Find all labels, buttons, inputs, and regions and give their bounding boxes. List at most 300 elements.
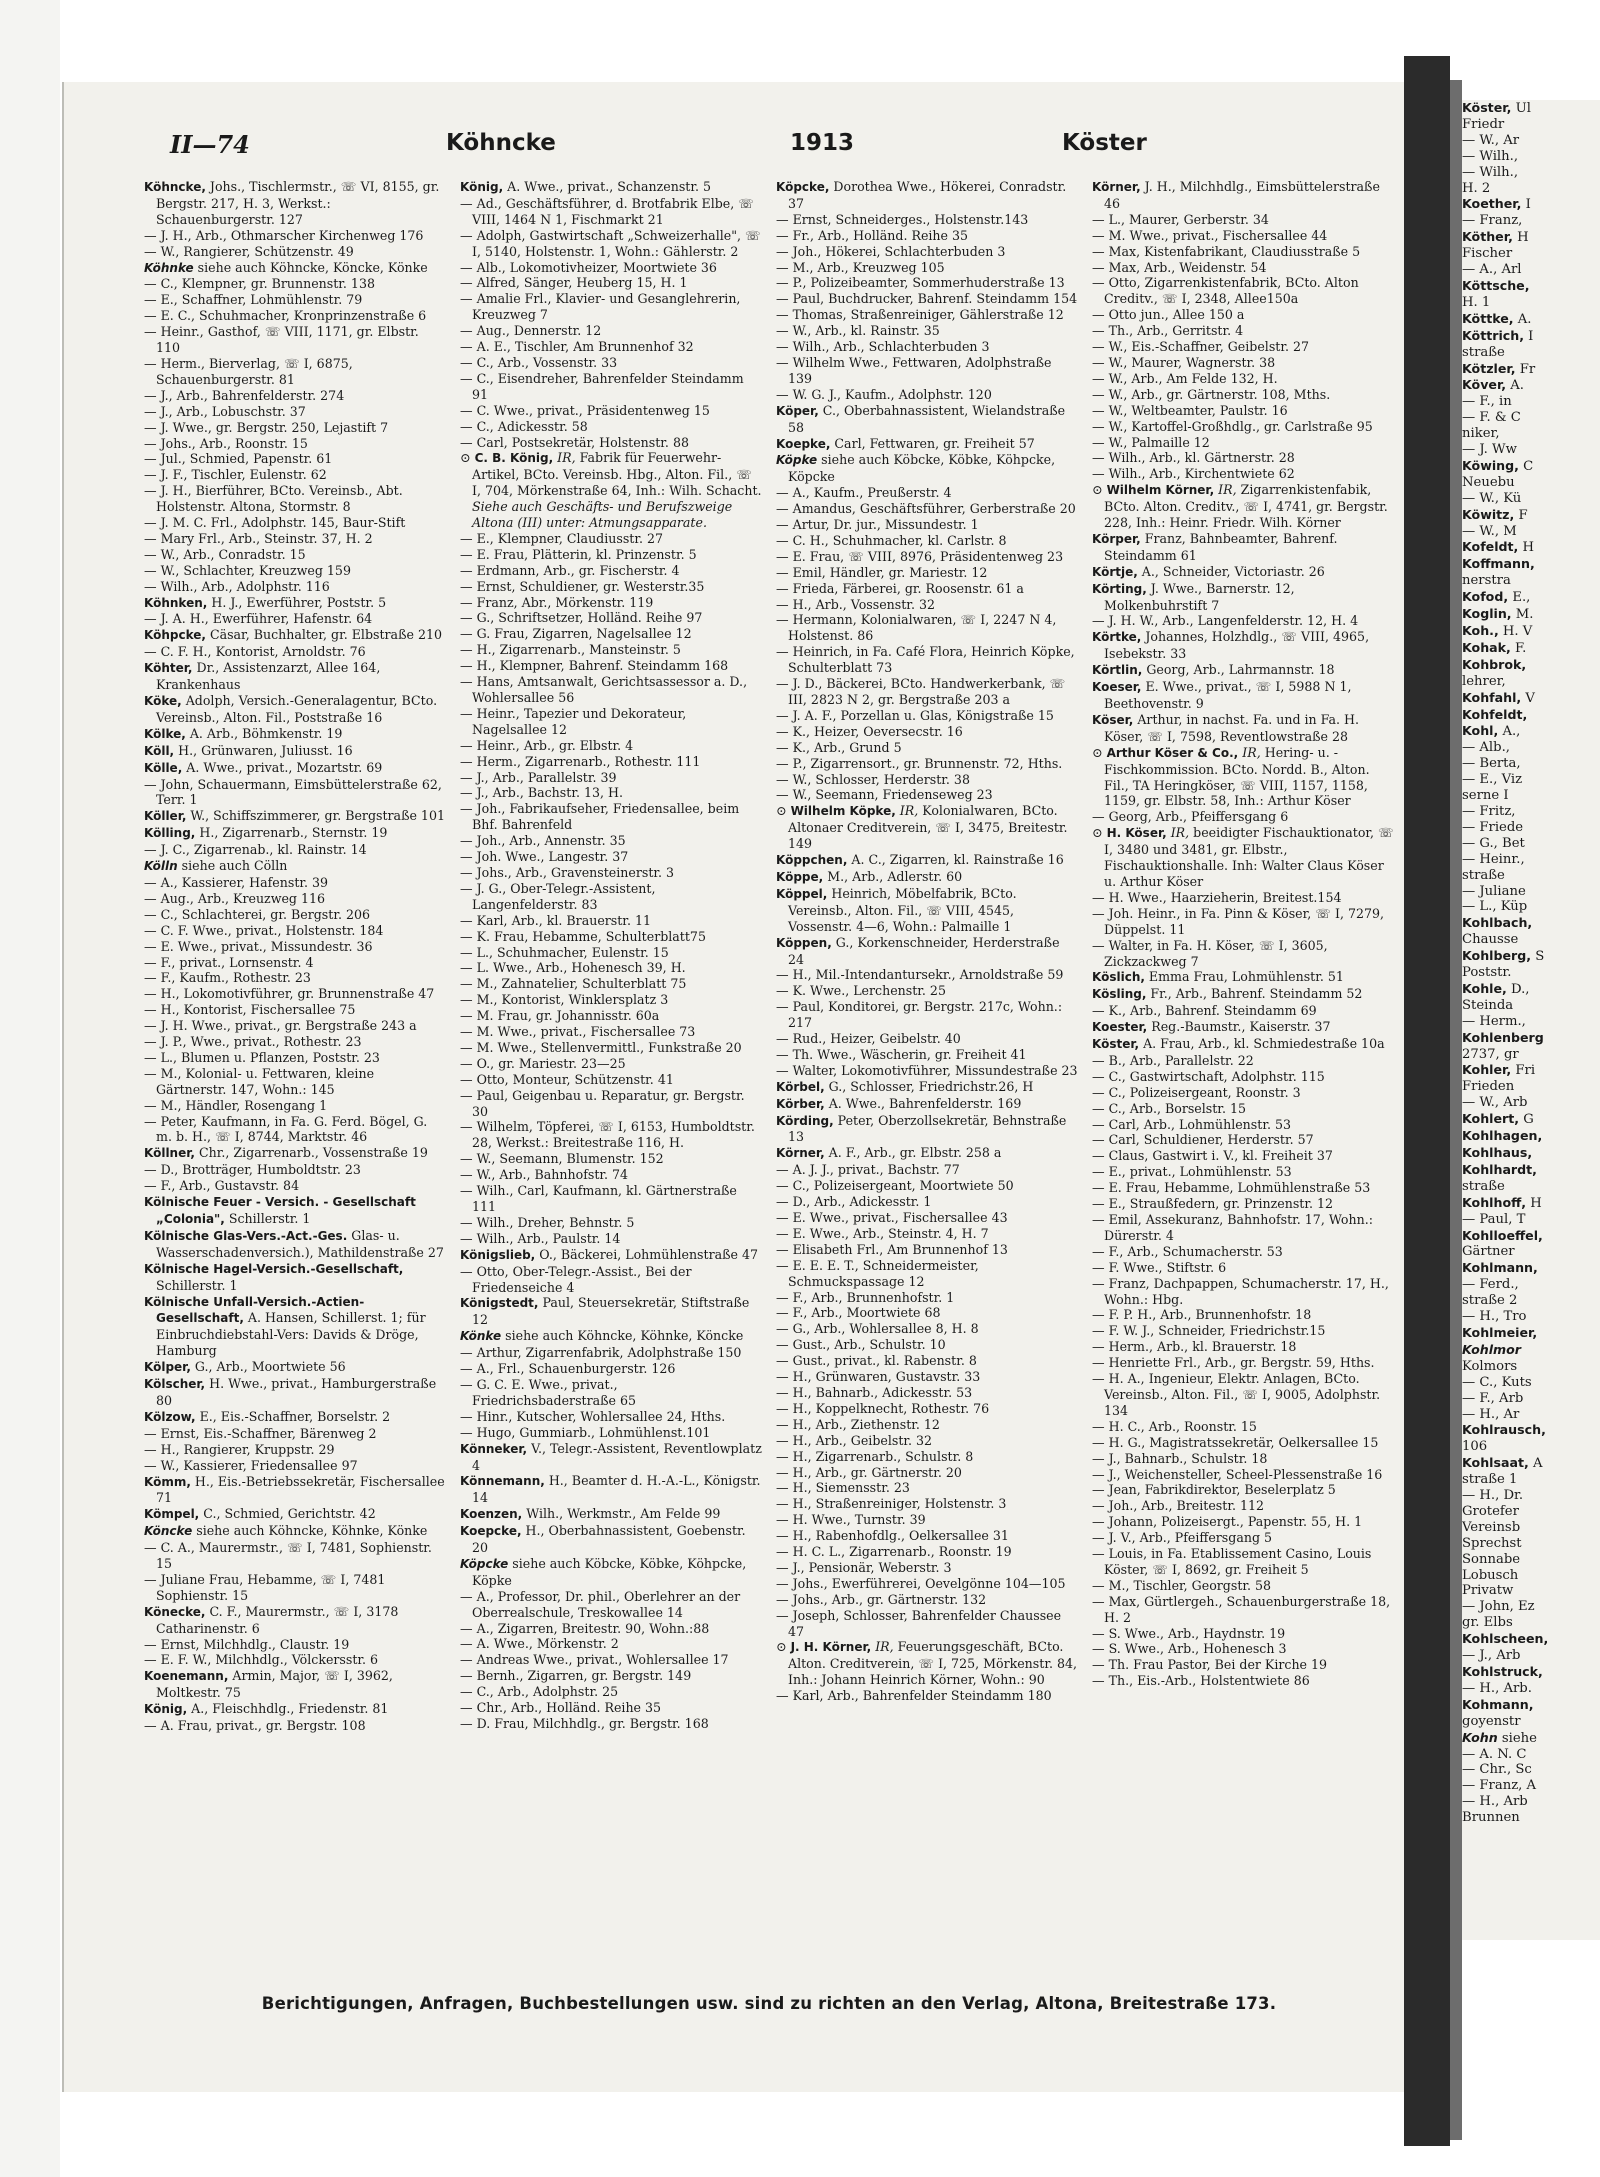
- running-header: [100, 130, 1390, 164]
- adjacent-page-entry: lehrer,: [1462, 673, 1506, 689]
- directory-entry: Körner, J. H., Milchhdlg., Eimsbüttelerstraße 46: [1092, 179, 1380, 211]
- directory-entry: — H., Zigarrenarb., Mansteinstr. 5: [460, 642, 681, 658]
- directory-entry: — Amandus, Geschäftsführer, Gerberstraße 20: [776, 501, 1076, 517]
- directory-entry: — Otto, Monteur, Schützenstr. 41: [460, 1071, 674, 1087]
- directory-entry: Kömm, H., Eis.-Betriebssekretär, Fischersallee 71: [144, 1473, 445, 1506]
- adjacent-page-entry: — Friede: [1462, 819, 1524, 835]
- adjacent-page-entry: — John, Ez: [1462, 1599, 1535, 1615]
- directory-entry: — Carl, Schuldiener, Herderstr. 57: [1092, 1132, 1314, 1148]
- adjacent-page-entry: Kohlhardt,: [1462, 1161, 1537, 1177]
- adjacent-page-entry: — F., Arb: [1462, 1390, 1524, 1406]
- directory-entry: — W., Rangierer, Schützenstr. 49: [144, 243, 354, 259]
- directory-entry: Köppchen, A. C., Zigarren, kl. Rainstraße 16: [776, 852, 1064, 868]
- directory-entry: — M. Frau, gr. Johannisstr. 60a: [460, 1008, 660, 1024]
- directory-entry: — Wilh., Arb., Paulstr. 14: [460, 1230, 621, 1246]
- book-gutter: [1404, 56, 1450, 2146]
- directory-entry: König, A. Wwe., privat., Schanzenstr. 5: [460, 179, 712, 194]
- adjacent-page-entry: — H., Dr.: [1462, 1488, 1524, 1504]
- directory-entry: — A. J. J., privat., Bachstr. 77: [776, 1162, 960, 1178]
- directory-entry: — H. G., Magistratssekretär, Oelkersallee 15: [1092, 1434, 1379, 1450]
- adjacent-page-entry: — H., Tro: [1462, 1309, 1527, 1325]
- adjacent-page-entry: Kohbrok,: [1462, 656, 1527, 672]
- directory-entry: — Heinr., Gasthof, ☏ VIII, 1171, gr. Elbstr. 110: [144, 324, 419, 356]
- directory-entry: — W., Maurer, Wagnerstr. 38: [1092, 354, 1276, 370]
- directory-entry: Kölnische Feuer - Versich. - Gesellschaft „Colonia", Schillerstr. 1: [144, 1195, 416, 1226]
- directory-entry: Körber, A. Wwe., Bahrenfelderstr. 169: [776, 1095, 1022, 1111]
- directory-entry: — J. A. H., Ewerführer, Hafenstr. 64: [144, 611, 373, 627]
- directory-entry: Köller, W., Schiffszimmerer, gr. Bergstraße 101: [144, 808, 445, 824]
- directory-entry: — Otto, Ober-Telegr.-Assist., Bei der Friedenseiche 4: [460, 1263, 692, 1295]
- adjacent-page-entries: [1462, 100, 1600, 1826]
- directory-entry: — H. Wwe., Haarzieherin, Breitest.154: [1092, 889, 1342, 905]
- directory-entry: — Arthur, Zigarrenfabrik, Adolphstraße 150: [460, 1345, 742, 1361]
- directory-entry: Königslieb, O., Bäckerei, Lohmühlenstraße 47: [460, 1246, 758, 1262]
- directory-entry: Kölle, A. Wwe., privat., Mozartstr. 69: [144, 759, 383, 775]
- directory-entry: Kösling, Fr., Arb., Bahrenf. Steindamm 52: [1092, 986, 1363, 1002]
- directory-entry: — Alb., Lokomotivheizer, Moortwiete 36: [460, 259, 717, 275]
- directory-entry: — J. Wwe., gr. Bergstr. 250, Lejastift 7: [144, 419, 389, 435]
- directory-entry: Kölke, A. Arb., Böhmkenstr. 19: [144, 725, 343, 741]
- directory-entry: — Carl, Postsekretär, Holstenstr. 88: [460, 434, 689, 450]
- directory-entry: — A., Zigarren, Breitestr. 90, Wohn.:88: [460, 1620, 710, 1636]
- directory-entry: Körting, J. Wwe., Barnerstr. 12, Molkenbuhrstift 7: [1092, 580, 1295, 613]
- directory-entry: ⊙ J. H. Körner, IR, Feuerungsgeschäft, BCto. Alton. Creditverein, ☏ I, 725, Mörkenstr. 84, Inh.: Johann Heinrich Körner, Wohn.: 90: [776, 1639, 1077, 1688]
- directory-entry: — W., Eis.-Schaffner, Geibelstr. 27: [1092, 339, 1310, 355]
- adjacent-page-entry: — H., Ar: [1462, 1406, 1520, 1422]
- directory-entry: — E., Klempner, Claudiusstr. 27: [460, 530, 664, 546]
- directory-entry: Körtje, A., Schneider, Victoriastr. 26: [1092, 563, 1325, 579]
- adjacent-page-entry: — A., Arl: [1462, 262, 1522, 278]
- directory-entry: Könnemann, H., Beamter d. H.-A.-L., Königstr. 14: [460, 1473, 761, 1506]
- directory-entry: — A., Professor, Dr. phil., Oberlehrer an der Oberrealschule, Treskowallee 14: [460, 1588, 741, 1620]
- directory-entry: — G., Arb., Wohlersallee 8, H. 8: [776, 1321, 979, 1337]
- directory-entry: — Hugo, Gummiarb., Lohmühlenst.101: [460, 1424, 711, 1440]
- adjacent-page-entry: Kohlloeffel,: [1462, 1227, 1543, 1243]
- directory-entry: — Aug., Arb., Kreuzweg 116: [144, 890, 326, 906]
- directory-entry: ⊙ H. Köser, IR, beeidigter Fischauktionator, ☏ I, 3480 und 3481, gr. Elbstr., Fischauktionshalle. Inh: Walter Claus Köser u. Arthur Köser: [1092, 825, 1394, 889]
- directory-entry: — Wilh., Arb., kl. Gärtnerstr. 28: [1092, 450, 1295, 466]
- directory-entry: — H., Koppelknecht, Rothestr. 76: [776, 1400, 990, 1416]
- directory-entry: — E. Wwe., privat., Missundestr. 36: [144, 938, 373, 954]
- adjacent-page-entry: serne I: [1462, 788, 1509, 804]
- directory-entry: — F. Wwe., Stiftstr. 6: [1092, 1259, 1227, 1275]
- directory-entry: — Gust., privat., kl. Rabenstr. 8: [776, 1353, 977, 1369]
- directory-entry: — K., Arb., Bahrenf. Steindamm 69: [1092, 1003, 1317, 1019]
- directory-entry: — J. V., Arb., Pfeiffersgang 5: [1092, 1530, 1273, 1546]
- adjacent-page-entry: — Juliane: [1462, 883, 1526, 899]
- directory-entry: — Thomas, Straßenreiniger, Gählerstraße 12: [776, 307, 1064, 323]
- directory-entry: Koepke, Carl, Fettwaren, gr. Freiheit 57: [776, 435, 1035, 451]
- directory-entry: Köhnken, H. J., Ewerführer, Poststr. 5: [144, 594, 387, 610]
- column-4: [1092, 179, 1394, 1989]
- directory-entry: Koenemann, Armin, Major, ☏ I, 3962, Moltkestr. 75: [144, 1668, 393, 1701]
- directory-entry: Kölscher, H. Wwe., privat., Hamburgerstraße 80: [144, 1376, 437, 1408]
- adjacent-page-entry: — W., Kü: [1462, 490, 1522, 506]
- directory-entry: — W., Arb., Am Felde 132, H.: [1092, 370, 1278, 386]
- directory-entry: — H., Straßenreiniger, Holstenstr. 3: [776, 1496, 1007, 1512]
- directory-entry: — O., gr. Mariestr. 23—25: [460, 1055, 626, 1071]
- adjacent-page-entry: — L., Küp: [1462, 899, 1528, 915]
- directory-entry: König, A., Fleischhdlg., Friedenstr. 81: [144, 1701, 389, 1717]
- directory-entry: — J. P., Wwe., privat., Rothestr. 23: [144, 1034, 362, 1050]
- adjacent-page-entry: straße: [1462, 344, 1505, 360]
- adjacent-page-entry: — Heinr.,: [1462, 851, 1525, 867]
- directory-entry: — Aug., Dennerstr. 12: [460, 323, 602, 339]
- directory-entry: — H., Grünwaren, Gustavstr. 33: [776, 1369, 981, 1385]
- directory-entry: — M., Tischler, Georgstr. 58: [1092, 1577, 1272, 1593]
- directory-entry: — H., Siemensstr. 23: [776, 1480, 910, 1496]
- directory-entry: — K., Heizer, Oeversecstr. 16: [776, 723, 963, 739]
- directory-entry: — E. Frau, ☏ VIII, 8976, Präsidentenweg 23: [776, 548, 1064, 564]
- directory-entry: — J., Arb., Lobuschstr. 37: [144, 403, 306, 419]
- directory-entry: — Mary Frl., Arb., Steinstr. 37, H. 2: [144, 530, 373, 546]
- directory-entry: ⊙ C. B. König, IR, Fabrik für Feuerwehr-Artikel, BCto. Vereinsb. Hbg., Alton. Fil., ☏ I, 704, Mörkenstraße 64, Inh.: Wilh. Schacht. Siehe auch Geschäfts- und Berufszweige Altona (III) unter: Atmungsapparate.: [460, 450, 762, 531]
- adjacent-page-entry: — G., Bet: [1462, 835, 1525, 851]
- adjacent-page-entry: H. 1: [1462, 294, 1491, 310]
- directory-entry: — Th., Eis.-Arb., Holstentwiete 86: [1092, 1673, 1310, 1689]
- adjacent-page-entry: Gärtner: [1462, 1244, 1515, 1260]
- directory-entry: — Adolph, Gastwirtschaft „Schweizerhalle", ☏ I, 5140, Holstenstr. 1, Wohn.: Gählerstr. 2: [460, 227, 761, 259]
- directory-entry: Könneker, V., Telegr.-Assistent, Reventlowplatz 4: [460, 1440, 762, 1473]
- directory-entry: — J. H., Arb., Othmarscher Kirchenweg 176: [144, 227, 424, 243]
- directory-entry: — Paul, Geigenbau u. Reparatur, gr. Bergstr. 30: [460, 1087, 745, 1119]
- directory-entry: — F., Arb., Moortwiete 68: [776, 1305, 941, 1321]
- directory-entry: Köslich, Emma Frau, Lohmühlenstr. 51: [1092, 969, 1344, 985]
- directory-entry: — E. C., Schuhmacher, Kronprinzenstraße 6: [144, 308, 427, 324]
- directory-entry: — Frieda, Färberei, gr. Roosenstr. 61 a: [776, 580, 1024, 596]
- directory-entry: — Henriette Frl., Arb., gr. Bergstr. 59, Hths.: [1092, 1355, 1375, 1371]
- directory-entry: — Rud., Heizer, Geibelstr. 40: [776, 1031, 961, 1047]
- directory-entry: Körner, A. F., Arb., gr. Elbstr. 258 a: [776, 1145, 1002, 1161]
- adjacent-page-entry: straße: [1462, 1178, 1505, 1194]
- adjacent-page-entry: — Fritz,: [1462, 803, 1516, 819]
- adjacent-page-entry: — Franz, A: [1462, 1778, 1537, 1794]
- adjacent-page-entry: Kohlscheen,: [1462, 1631, 1549, 1647]
- directory-entry: Kölzow, E., Eis.-Schaffner, Borselstr. 2: [144, 1408, 391, 1424]
- adjacent-page-entry: Chausse: [1462, 932, 1519, 948]
- adjacent-page-entry: Kohak, F.: [1462, 639, 1527, 656]
- directory-entry: — K. Wwe., Lerchenstr. 25: [776, 983, 946, 999]
- adjacent-page-entry: Kohn siehe: [1462, 1729, 1537, 1746]
- directory-entry: — Joh., Hökerei, Schlachterbuden 3: [776, 243, 1006, 259]
- directory-entry: — C., Arb., Vossenstr. 33: [460, 354, 618, 370]
- adjacent-page-entry: Kötzler, Fr: [1462, 360, 1536, 377]
- adjacent-page-entry: Kohler, Fri: [1462, 1062, 1536, 1079]
- directory-entry: — M., Kontorist, Winklersplatz 3: [460, 992, 669, 1008]
- directory-entry: — M. Wwe., privat., Fischersallee 73: [460, 1024, 696, 1040]
- directory-entry: — Johs., Arb., Roonstr. 15: [144, 435, 308, 451]
- adjacent-page-entry: — Wilh.,: [1462, 164, 1519, 180]
- adjacent-page-entry: Neuebu: [1462, 474, 1515, 490]
- directory-entry: Köpcke siehe auch Köbcke, Köbke, Köhpcke, Köpke: [460, 1555, 747, 1588]
- scan-background: [0, 0, 60, 2177]
- directory-entry: — C., Klempner, gr. Brunnenstr. 138: [144, 276, 375, 292]
- directory-entry: — Max, Kistenfabrikant, Claudiusstraße 5: [1092, 243, 1361, 259]
- directory-entry: — W., Seemann, Blumenstr. 152: [460, 1151, 664, 1167]
- directory-entry: — A., Kassierer, Hafenstr. 39: [144, 874, 329, 890]
- adjacent-page-entry: Kohlhaus,: [1462, 1145, 1533, 1160]
- adjacent-page-entry: Kohle, D.,: [1462, 980, 1530, 997]
- adjacent-page-entry: Grotefer: [1462, 1503, 1519, 1519]
- adjacent-page-entry: — Wilh.,: [1462, 148, 1519, 164]
- directory-entry: Köpcke, Dorothea Wwe., Hökerei, Conradstr. 37: [776, 179, 1067, 211]
- directory-entry: — W., Arb., kl. Rainstr. 35: [776, 323, 940, 339]
- directory-entry: Köser, Arthur, in nachst. Fa. und in Fa. H. Köser, ☏ I, 7598, Reventlowstraße 28: [1092, 711, 1360, 744]
- directory-entry: — Heinrich, in Fa. Café Flora, Heinrich Köpke, Schulterblatt 73: [776, 644, 1075, 676]
- directory-entry: — Paul, Buchdrucker, Bahrenf. Steindamm 154: [776, 291, 1078, 307]
- header-year: 1913: [790, 130, 855, 156]
- directory-entry: — M. Wwe., Stellenvermittl., Funkstraße 20: [460, 1039, 742, 1055]
- directory-entry: — Johs., Arb., Gravensteinerstr. 3: [460, 864, 675, 880]
- adjacent-page-entry: — W., Arb: [1462, 1095, 1528, 1111]
- directory-entry: — Hinr., Kutscher, Wohlersallee 24, Hths.: [460, 1408, 726, 1424]
- directory-entry: — Walter, in Fa. H. Köser, ☏ I, 3605, Zickzackweg 7: [1092, 937, 1328, 969]
- adjacent-page-entry: Köttsche,: [1462, 277, 1530, 293]
- adjacent-page-entry: — Franz,: [1462, 213, 1523, 229]
- directory-entry: — H. Wwe., Turnstr. 39: [776, 1512, 926, 1528]
- adjacent-page-entry: Kohlhagen,: [1462, 1128, 1543, 1144]
- adjacent-page-entry: Köster, Ul: [1462, 100, 1531, 116]
- adjacent-page-entry: straße 2: [1462, 1293, 1518, 1309]
- directory-entry: Königstedt, Paul, Steuersekretär, Stiftstraße 12: [460, 1295, 750, 1328]
- directory-entry: — Jean, Fabrikdirektor, Beselerplatz 5: [1092, 1482, 1336, 1498]
- adjacent-page-entry: Friedr: [1462, 116, 1505, 132]
- adjacent-page-entry: Steinda: [1462, 997, 1514, 1013]
- directory-entry: Köpke siehe auch Köbcke, Köbke, Köhpcke, Köpcke: [776, 452, 1056, 485]
- directory-entry: — Max, Arb., Weidenstr. 54: [1092, 259, 1267, 275]
- directory-entry: — Th. Wwe., Wäscherin, gr. Freiheit 41: [776, 1046, 1027, 1062]
- directory-entry: — A. Frau, privat., gr. Bergstr. 108: [144, 1718, 366, 1734]
- adjacent-page-entry: Lobusch: [1462, 1567, 1519, 1583]
- directory-entry: — C. H., Schuhmacher, kl. Carlstr. 8: [776, 532, 1007, 548]
- adjacent-page-entry: Frieden: [1462, 1079, 1515, 1095]
- book-gutter-edge: [1450, 80, 1462, 2140]
- directory-entry: — J. H., Bierführer, BCto. Vereinsb., Abt. Holstenstr. Altona, Stormstr. 8: [144, 483, 403, 515]
- adjacent-page-entry: Sprechst: [1462, 1535, 1522, 1551]
- directory-entry: — Wilh., Arb., Schlachterbuden 3: [776, 339, 990, 355]
- directory-entry: — Wilh., Carl, Kaufmann, kl. Gärtnerstraße 111: [460, 1183, 737, 1214]
- adjacent-page-entry: Kofeldt, H: [1462, 539, 1535, 556]
- directory-entry: — F., Arb., Brunnenhofstr. 1: [776, 1289, 955, 1305]
- directory-entry: — Herm., Arb., kl. Brauerstr. 18: [1092, 1339, 1297, 1355]
- directory-entry: — H., Bahnarb., Adickesstr. 53: [776, 1384, 973, 1400]
- directory-entry: Körtke, Johannes, Holzhdlg., ☏ VIII, 4965, Isebekstr. 33: [1092, 629, 1370, 662]
- directory-entry: — C., Arb., Adolphstr. 25: [460, 1684, 619, 1700]
- directory-entry: — Wilhelm Wwe., Fettwaren, Adolphstraße 139: [776, 354, 1052, 386]
- adjacent-page-entry: nerstra: [1462, 573, 1511, 589]
- adjacent-page-entry: Kohlmor: [1462, 1341, 1521, 1357]
- directory-entry: — H., Zigarrenarb., Schulstr. 8: [776, 1448, 974, 1464]
- directory-entry: — Alfred, Sänger, Heuberg 15, H. 1: [460, 275, 688, 291]
- adjacent-page-entry: Köther, H: [1462, 229, 1529, 246]
- adjacent-page-entry: — F., in: [1462, 394, 1512, 410]
- directory-entry: — H., Arb., gr. Gärtnerstr. 20: [776, 1464, 962, 1480]
- directory-entry: — F. P. H., Arb., Brunnenhofstr. 18: [1092, 1307, 1312, 1323]
- directory-entry: — Walter, Lokomotivführer, Missundestraße 23: [776, 1062, 1078, 1078]
- directory-entry: — Joh., Fabrikaufseher, Friedensallee, beim Bhf. Bahrenfeld: [460, 801, 740, 833]
- directory-entry: Köhter, Dr., Assistenzarzt, Allee 164, Krankenhaus: [144, 660, 381, 693]
- directory-entry: — C., Eisendreher, Bahrenfelder Steindamm 91: [460, 370, 744, 402]
- directory-entry: — S. Wwe., Arb., Haydnstr. 19: [1092, 1625, 1286, 1641]
- directory-entry: — C., Polizeisergeant, Roonstr. 3: [1092, 1084, 1301, 1100]
- directory-entry: — W. G. J., Kaufm., Adolphstr. 120: [776, 386, 992, 402]
- directory-entry: — C., Schlachterei, gr. Bergstr. 206: [144, 906, 371, 922]
- directory-entry: — John, Schauermann, Eimsbüttelerstraße 62, Terr. 1: [144, 776, 442, 808]
- directory-entry: — L., Blumen u. Pflanzen, Poststr. 23: [144, 1049, 380, 1065]
- directory-entry: — E., Schaffner, Lohmühlenstr. 79: [144, 292, 363, 308]
- directory-entry: — Wilhelm, Töpferei, ☏ I, 6153, Humboldtstr. 28, Werkst.: Breitestraße 116, H.: [460, 1119, 755, 1151]
- directory-entry: ⊙ Wilhelm Köpke, IR, Kolonialwaren, BCto. Altonaer Creditverein, ☏ I, 3475, Breitestr. 149: [776, 803, 1068, 852]
- adjacent-page-entry: Kohlberg, S: [1462, 948, 1545, 965]
- directory-entry: Kölling, H., Zigarrenarb., Sternstr. 19: [144, 825, 388, 841]
- directory-entry: — E. Frau, Plätterin, kl. Prinzenstr. 5: [460, 546, 697, 562]
- directory-entry: — H., Arb., Ziethenstr. 12: [776, 1416, 940, 1432]
- directory-entry: — M., Arb., Kreuzweg 105: [776, 259, 945, 275]
- directory-entry: — Wilh., Dreher, Behnstr. 5: [460, 1214, 635, 1230]
- directory-entry: Koepcke, H., Oberbahnassistent, Goebenstr. 20: [460, 1523, 746, 1556]
- directory-entry: — D., Arb., Adickesstr. 1: [776, 1194, 932, 1210]
- directory-entry: — Johs., Arb., gr. Gärtnerstr. 132: [776, 1591, 987, 1607]
- adjacent-page-entry: — F. & C: [1462, 410, 1521, 426]
- directory-entry: — L. Wwe., Arb., Hohenesch 39, H.: [460, 960, 686, 976]
- adjacent-page-entry: straße: [1462, 867, 1505, 883]
- directory-entry: — Max, Gürtlergeh., Schauenburgerstraße 18, H. 2: [1092, 1593, 1391, 1625]
- adjacent-page-entry: — Ferd.,: [1462, 1277, 1519, 1293]
- directory-entry: — Claus, Gastwirt i. V., kl. Freiheit 37: [1092, 1148, 1333, 1164]
- directory-entry: Köhncke, Johs., Tischlermstr., ☏ VI, 8155, gr. Bergstr. 217, H. 3, Werkst.: Schauenburgerstr. 127: [144, 179, 440, 227]
- directory-entry: — Juliane Frau, Hebamme, ☏ I, 7481 Sophienstr. 15: [144, 1571, 386, 1603]
- directory-entry: Kölnische Unfall-Versich.-Actien-Gesellschaft, A. Hansen, Schillerst. 1; für Einbruchdiebstahl-Vers: Davids & Dröge, Hamburg: [144, 1294, 426, 1359]
- directory-entry: — Heinr., Arb., gr. Elbstr. 4: [460, 737, 634, 753]
- column-3: [776, 179, 1078, 1989]
- directory-entry: — P., Zigarrensort., gr. Brunnenstr. 72, Hths.: [776, 755, 1063, 771]
- directory-entry: — J. G., Ober-Telegr.-Assistent, Langenfelderstr. 83: [460, 880, 656, 912]
- directory-entry: — E. F. W., Milchhdlg., Völckersstr. 6: [144, 1652, 379, 1668]
- directory-entry: Köllner, Chr., Zigarrenarb., Vossenstraße 19: [144, 1145, 428, 1161]
- column-2: [460, 179, 762, 1989]
- directory-entry: — Bernh., Zigarren, gr. Bergstr. 149: [460, 1668, 692, 1684]
- adjacent-page-entry: H. 2: [1462, 180, 1491, 196]
- directory-entry: — J., Arb., Bahrenfelderstr. 274: [144, 387, 345, 403]
- directory-entry: Köppen, G., Korkenschneider, Herderstraße 24: [776, 934, 1060, 967]
- adjacent-page-entry: Koether, I: [1462, 196, 1531, 213]
- adjacent-page-entry: — Chr., Sc: [1462, 1762, 1532, 1778]
- directory-entry: — H. C. L., Zigarrenarb., Roonstr. 19: [776, 1544, 1012, 1560]
- adjacent-page-entry: Kohfahl, V: [1462, 689, 1535, 706]
- directory-entry: — M., Händler, Rosengang 1: [144, 1097, 328, 1113]
- directory-entry: — Wilh., Arb., Adolphstr. 116: [144, 578, 330, 594]
- directory-entry: — Peter, Kaufmann, in Fa. G. Ferd. Bögel, G. m. b. H., ☏ I, 8744, Marktstr. 46: [144, 1113, 428, 1145]
- directory-entry: Köhpcke, Cäsar, Buchhalter, gr. Elbstraße 210: [144, 627, 442, 643]
- directory-entry: — W., Schlachter, Kreuzweg 159: [144, 562, 351, 578]
- adjacent-page-entry: Kohlsaat, A: [1462, 1455, 1543, 1472]
- directory-entry: — Elisabeth Frl., Am Brunnenhof 13: [776, 1241, 1008, 1257]
- directory-entry: — G. C. E. Wwe., privat., Friedrichsbaderstraße 65: [460, 1376, 637, 1408]
- directory-entry: — H., Arb., Vossenstr. 32: [776, 596, 935, 612]
- directory-entry: — H., Lokomotivführer, gr. Brunnenstraße 47: [144, 986, 435, 1002]
- directory-entry: — Th. Frau Pastor, Bei der Kirche 19: [1092, 1657, 1328, 1673]
- directory-entry: — P., Polizeibeamter, Sommerhuderstraße 13: [776, 275, 1065, 291]
- directory-entry: — C. F. Wwe., privat., Holstenstr. 184: [144, 922, 384, 938]
- directory-entry: — Wilh., Arb., Kirchentwiete 62: [1092, 466, 1295, 482]
- directory-entry: Köncke siehe auch Köhncke, Köhnke, Könke: [144, 1523, 428, 1539]
- directory-entry: Köppel, Heinrich, Möbelfabrik, BCto. Vereinsb., Alton. Fil., ☏ VIII, 4545, Vossenstr. 4—6, Wohn.: Palmaille 1: [776, 885, 1017, 934]
- directory-entry: — Ernst, Schuldiener, gr. Westerstr.35: [460, 578, 705, 594]
- directory-entry: — Jul., Schmied, Papenstr. 61: [144, 451, 333, 467]
- adjacent-page-entry: Kohlrausch,: [1462, 1422, 1546, 1438]
- directory-entry: — Joh., Arb., Breitestr. 112: [1092, 1498, 1265, 1514]
- directory-entry: Könecke, C. F., Maurermstr., ☏ I, 3178 Catharinenstr. 6: [144, 1603, 399, 1636]
- adjacent-page-entry: Sonnabe: [1462, 1551, 1521, 1567]
- directory-entry: — H., Kontorist, Fischersallee 75: [144, 1002, 356, 1018]
- adjacent-page-entry: Köwing, C: [1462, 457, 1534, 474]
- adjacent-page-entry: Kohlert, G: [1462, 1111, 1534, 1128]
- column-1: [144, 179, 446, 1989]
- adjacent-page-entry: — J. Ww: [1462, 442, 1517, 458]
- directory-entry: — J. C., Zigarrenab., kl. Rainstr. 14: [144, 842, 367, 858]
- adjacent-page-entry: — H., Arb: [1462, 1794, 1528, 1810]
- adjacent-page-entry: Kohlstruck,: [1462, 1664, 1543, 1679]
- directory-entry: Körding, Peter, Oberzollsekretär, Behnstraße 13: [776, 1112, 1067, 1145]
- directory-entry: — A., Frl., Schauenburgerstr. 126: [460, 1361, 676, 1377]
- directory-entry: Körper, Franz, Bahnbeamter, Bahrenf. Steindamm 61: [1092, 530, 1338, 563]
- directory-entry: — H., Rangierer, Kruppstr. 29: [144, 1441, 335, 1457]
- directory-entry: Kölln siehe auch Cölln: [144, 858, 288, 874]
- directory-entry: — J., Arb., Parallelstr. 39: [460, 769, 617, 785]
- directory-entry: — M. Wwe., privat., Fischersallee 44: [1092, 227, 1328, 243]
- adjacent-page-entry: Kohl, A.,: [1462, 723, 1521, 740]
- directory-entry: — M., Kolonial- u. Fettwaren, kleine Gärtnerstr. 147, Wohn.: 145: [144, 1065, 375, 1097]
- directory-entry: — A. E., Tischler, Am Brunnenhof 32: [460, 339, 694, 355]
- adjacent-page-entry: — A. N. C: [1462, 1746, 1527, 1762]
- directory-entry: — K., Arb., Grund 5: [776, 739, 902, 755]
- directory-entry: — Hans, Amtsanwalt, Gerichtsassessor a. D., Wohlersallee 56: [460, 674, 748, 705]
- adjacent-page-entry: Koh., H. V: [1462, 623, 1533, 639]
- directory-entry: Köster, A. Frau, Arb., kl. Schmiedestraße 10a: [1092, 1036, 1385, 1052]
- directory-entry: — W., Arb., Conradstr. 15: [144, 546, 306, 562]
- publisher-footer: Berichtigungen, Anfragen, Buchbestellungen usw. sind zu richten an den Verlag, Altona, Breitestraße 173.: [261, 1994, 1277, 2013]
- directory-entry: — E. Wwe., privat., Fischersallee 43: [776, 1210, 1008, 1225]
- directory-entry: — J., Pensionär, Weberstr. 3: [776, 1559, 952, 1575]
- adjacent-page-entry: niker,: [1462, 426, 1500, 442]
- directory-entry: — L., Schuhmacher, Eulenstr. 15: [460, 944, 669, 960]
- directory-entry: — G., Schriftsetzer, Holländ. Reihe 97: [460, 610, 703, 626]
- directory-entry: — Emil, Händler, gr. Mariestr. 12: [776, 564, 988, 580]
- directory-entry: Koester, Reg.-Baumstr., Kaiserstr. 37: [1092, 1019, 1331, 1035]
- adjacent-page-entry: Brunnen: [1462, 1810, 1520, 1826]
- directory-entry: — Hermann, Kolonialwaren, ☏ I, 2247 N 4, Holstenst. 86: [776, 612, 1057, 644]
- adjacent-page-entry: gr. Elbs: [1462, 1615, 1513, 1631]
- adjacent-page-entry: — Herm.,: [1462, 1013, 1526, 1029]
- directory-entry: — Erdmann, Arb., gr. Fischerstr. 4: [460, 562, 680, 578]
- directory-entry: — Heinr., Tapezier und Dekorateur, Nagelsallee 12: [460, 705, 687, 737]
- directory-entry: — Ad., Geschäftsführer, d. Brotfabrik Elbe, ☏ VIII, 1464 N 1, Fischmarkt 21: [460, 195, 754, 227]
- directory-entry: — W., Schlosser, Herderstr. 38: [776, 771, 970, 787]
- directory-entry: — C., Arb., Borselstr. 15: [1092, 1100, 1246, 1116]
- directory-entry: — Paul, Konditorei, gr. Bergstr. 217c, Wohn.: 217: [776, 999, 1063, 1031]
- directory-entry: — F., Arb., Gustavstr. 84: [144, 1178, 300, 1194]
- directory-entry: — Andreas Wwe., privat., Wohlersallee 17: [460, 1652, 729, 1668]
- directory-entry: — K. Frau, Hebamme, Schulterblatt75: [460, 928, 706, 944]
- adjacent-page-entry: — Berta,: [1462, 756, 1521, 772]
- directory-entry: — S. Wwe., Arb., Hohenesch 3: [1092, 1641, 1287, 1657]
- directory-entry: — W., Arb., Bahnhofstr. 74: [460, 1167, 629, 1183]
- directory-entry: — C. Wwe., privat., Präsidentenweg 15: [460, 402, 710, 418]
- directory-entry: — Franz, Dachpappen, Schumacherstr. 17, H., Wohn.: Hbg.: [1092, 1275, 1389, 1307]
- adjacent-page-entry: Köttke, A.: [1462, 310, 1532, 327]
- directory-entry: — G. Frau, Zigarren, Nagelsallee 12: [460, 626, 692, 642]
- directory-entry: — E. Wwe., Arb., Steinstr. 4, H. 7: [776, 1225, 989, 1241]
